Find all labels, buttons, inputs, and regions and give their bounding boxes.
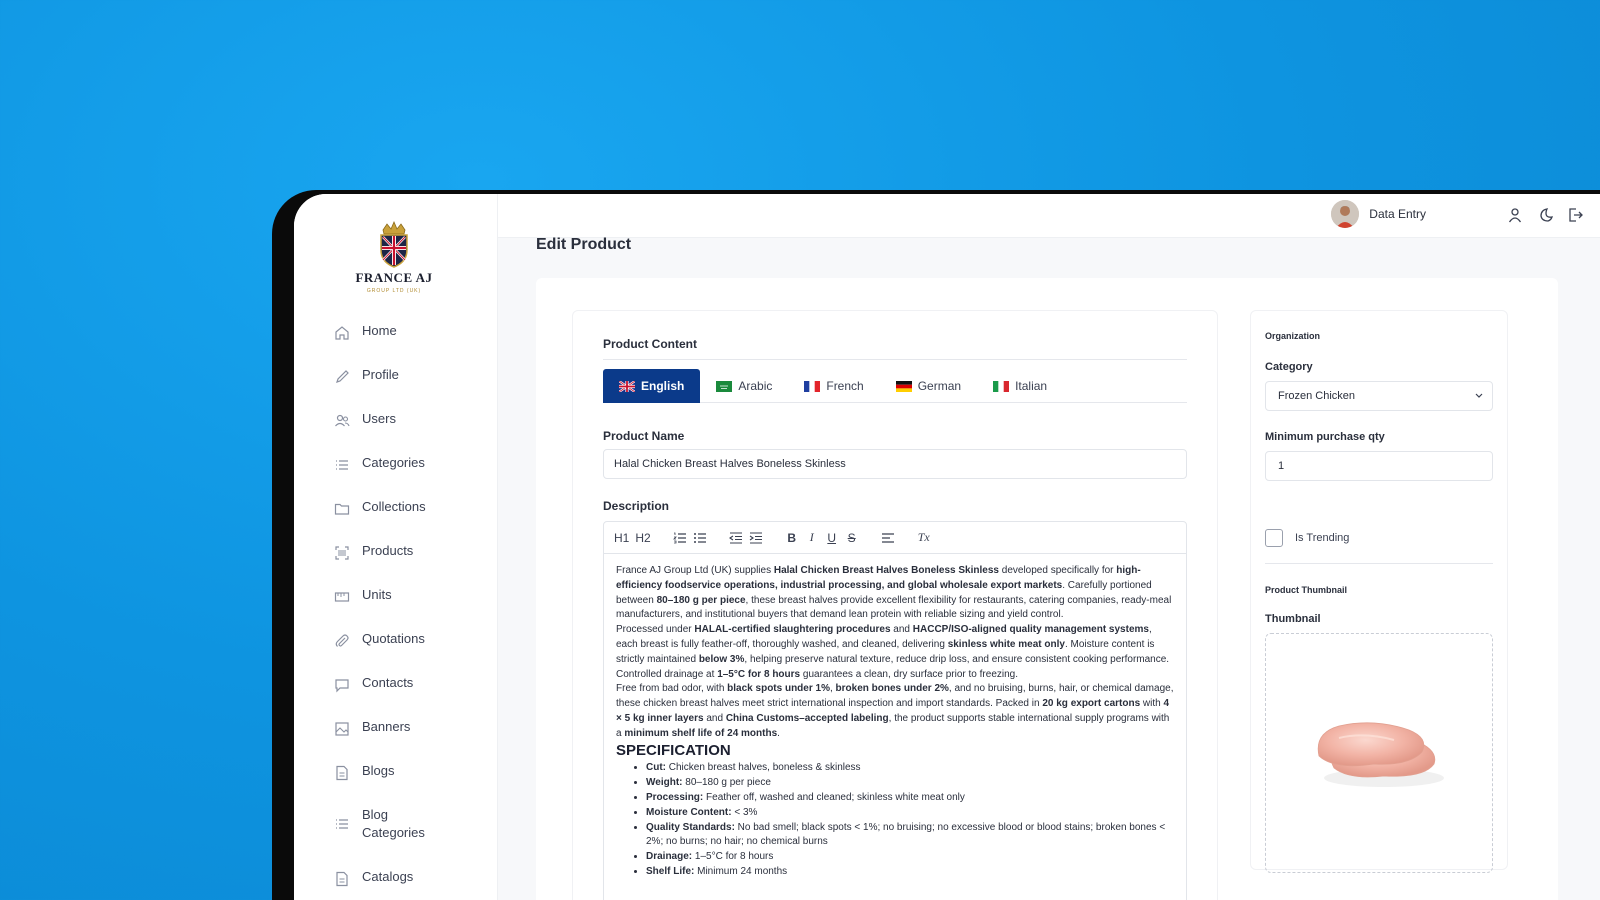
sidebar-item-contacts[interactable] xyxy=(332,674,452,718)
folder-icon xyxy=(332,499,352,519)
thumbnail-label: Thumbnail xyxy=(1265,613,1321,625)
brand-logo[interactable] xyxy=(344,220,444,294)
category-select[interactable] xyxy=(1265,381,1493,411)
france-flag-icon xyxy=(804,381,820,392)
thumbnail-dropzone[interactable] xyxy=(1265,633,1493,873)
tab-label: English xyxy=(641,379,685,393)
clear-format-button[interactable]: Tx xyxy=(917,530,930,544)
product-name-label: Product Name xyxy=(603,429,685,443)
saudi-flag-icon xyxy=(716,381,732,392)
editor-toolbar xyxy=(604,522,1186,554)
chat-icon xyxy=(332,675,352,695)
description-paragraph: France AJ Group Ltd (UK) supplies Halal Chicken Breast Halves Boneless Skinless developed specifically for high-efficiency foodservice operations, industrial processing, and global wholesale export markets. Carefully portioned between 80–180 g per piece, these breast halves provide excellent flexibility for restaurants, catering companies, ready-meal manufacturers, and institutional buyers that demand lean protein with reliable sizing and yield control. xyxy=(616,565,1172,621)
sidebar-item-label: Categories xyxy=(362,455,425,470)
tab-label: German xyxy=(917,379,962,393)
tab-arabic[interactable] xyxy=(700,369,788,403)
sidebar-item-label: Collections xyxy=(362,499,426,514)
description-paragraph: Free from bad odor, with black spots under 1%, broken bones under 2%, and no bruising, burns, hair, or chemical damage, these chicken breast halves meet strict international inspection and import standards. Packed in 20 kg export cartons with 4 × 5 kg inner layers and China Customs–accepted labeling, the product supports stable international supply programs with a minimum shelf life of 24 months. xyxy=(616,683,1174,739)
topbar-actions xyxy=(1506,206,1584,224)
tab-french[interactable] xyxy=(788,369,879,403)
category-value: Frozen Chicken xyxy=(1278,390,1356,402)
sidebar-item-label: Banners xyxy=(362,719,411,734)
list-item: • Cut: Chicken breast halves, boneless & skinless xyxy=(646,761,1174,776)
paperclip-icon xyxy=(332,631,352,651)
sidebar-item-products[interactable] xyxy=(332,542,452,586)
organization-card xyxy=(1250,310,1508,870)
outdent-icon[interactable] xyxy=(729,528,743,548)
products-icon xyxy=(332,543,352,563)
sidebar-item-profile[interactable] xyxy=(332,366,452,410)
sidebar-item-label: Users xyxy=(362,411,396,426)
sidebar-nav xyxy=(332,322,452,900)
heading2-button[interactable]: H2 xyxy=(635,530,651,545)
sidebar-item-blogs[interactable] xyxy=(332,762,452,806)
app-screen xyxy=(294,194,1600,900)
indent-icon[interactable] xyxy=(749,528,763,548)
sidebar-item-label: Products xyxy=(362,543,414,558)
sidebar-item-blog-categories[interactable] xyxy=(332,806,452,868)
sidebar-item-users[interactable] xyxy=(332,410,452,454)
min-qty-label: Minimum purchase qty xyxy=(1265,431,1385,443)
sidebar-item-categories[interactable] xyxy=(332,454,452,498)
product-content-card xyxy=(572,310,1218,900)
specification-heading: SPECIFICATION xyxy=(616,741,731,759)
logout-icon[interactable] xyxy=(1566,206,1584,224)
list-item: • Weight: 80–180 g per piece xyxy=(646,776,1174,791)
image-icon xyxy=(332,719,352,739)
sidebar-item-collections[interactable] xyxy=(332,498,452,542)
germany-flag-icon xyxy=(896,381,912,392)
sidebar-item-label: Blog Categories xyxy=(362,807,425,840)
list-item: • Shelf Life: Minimum 24 months xyxy=(646,865,1174,880)
sidebar-item-home[interactable] xyxy=(332,322,452,366)
tab-label: French xyxy=(826,379,864,393)
avatar xyxy=(1331,200,1359,228)
user-menu[interactable] xyxy=(1331,200,1426,228)
description-label: Description xyxy=(603,499,670,513)
tab-italian[interactable] xyxy=(977,369,1063,403)
specification-list xyxy=(646,761,1174,879)
pen-icon xyxy=(332,367,352,387)
uk-flag-icon xyxy=(619,381,635,392)
underline-button[interactable]: U xyxy=(827,530,837,545)
product-name-input[interactable]: Halal Chicken Breast Halves Boneless Skinless xyxy=(603,449,1187,479)
brand-name: FRANCE AJ xyxy=(355,270,433,285)
topbar xyxy=(498,194,1600,238)
brand-subtitle: GROUP LTD (UK) xyxy=(366,288,422,294)
divider xyxy=(1265,563,1493,564)
list-item: • Processing: Feather off, washed and cleaned; skinless white meat only xyxy=(646,791,1174,806)
sidebar-item-label: Profile xyxy=(362,367,399,382)
description-paragraph: Processed under HALAL-certified slaughtering procedures and HACCP/ISO-aligned quality management systems, each breast is fully feather-off, thoroughly washed, and cleaned, delivering skinless white meat only. Moisture content is strictly maintained below 3%, helping preserve natural texture, reduce drip loss, and ensure consistent cooking performance. Controlled drainage at 1–5°C for 8 hours guarantees a clean, dry surface prior to freezing. xyxy=(616,624,1170,680)
list-item: • Moisture Content: < 3% xyxy=(646,806,1174,821)
edit-product-card xyxy=(536,278,1558,900)
document-icon xyxy=(332,763,352,783)
tab-german[interactable] xyxy=(880,369,977,403)
list-icon xyxy=(332,455,352,475)
home-icon xyxy=(332,323,352,343)
align-icon[interactable] xyxy=(881,528,895,548)
list-item: • Quality Standards: No bad smell; black spots < 1%; no bruising; no excessive blood or blood stains; broken bones < 2%; no burns; no hair; no chemical burns xyxy=(646,821,1174,851)
user-name: Data Entry xyxy=(1369,207,1426,221)
product-content-title: Product Content xyxy=(603,337,697,351)
trending-label: Is Trending xyxy=(1295,532,1350,544)
sidebar-item-label: Units xyxy=(362,587,392,602)
sidebar-item-label: Blogs xyxy=(362,763,395,778)
sidebar-item-catalogs[interactable] xyxy=(332,868,452,900)
sidebar-item-label: Home xyxy=(362,323,397,338)
document-icon xyxy=(332,869,352,889)
description-editor[interactable] xyxy=(603,521,1187,900)
tab-label: Arabic xyxy=(738,379,773,393)
sidebar xyxy=(294,194,498,900)
page-title: Edit Product xyxy=(536,236,632,253)
sidebar-item-label: Catalogs xyxy=(362,869,414,884)
ruler-icon xyxy=(332,587,352,607)
organization-title: Organization xyxy=(1265,331,1321,341)
users-icon xyxy=(332,411,352,431)
bullet-list-icon[interactable] xyxy=(693,528,707,548)
editor-content[interactable] xyxy=(604,554,1186,890)
trending-checkbox[interactable] xyxy=(1265,529,1283,547)
min-qty-input[interactable]: 1 xyxy=(1265,451,1493,481)
ordered-list-icon[interactable] xyxy=(673,528,687,548)
language-tabs xyxy=(603,369,1187,403)
bold-button[interactable]: B xyxy=(787,530,797,545)
crest-icon xyxy=(377,220,411,268)
sidebar-item-banners[interactable] xyxy=(332,718,452,762)
sidebar-item-units[interactable] xyxy=(332,586,452,630)
chicken-breast-image xyxy=(1304,708,1454,798)
chevron-down-icon xyxy=(1474,382,1484,422)
divider xyxy=(603,359,1187,360)
list-icon xyxy=(332,814,352,834)
sidebar-item-quotations[interactable] xyxy=(332,630,452,674)
user-icon[interactable] xyxy=(1506,206,1524,224)
italy-flag-icon xyxy=(993,381,1009,392)
moon-icon[interactable] xyxy=(1536,206,1554,224)
tab-english[interactable] xyxy=(603,369,700,403)
sidebar-item-label: Contacts xyxy=(362,675,414,690)
thumbnail-section-title: Product Thumbnail xyxy=(1265,585,1347,595)
strikethrough-button[interactable]: S xyxy=(847,530,856,545)
tab-label: Italian xyxy=(1015,379,1048,393)
list-item: • Drainage: 1–5°C for 8 hours xyxy=(646,850,1174,865)
sidebar-item-label: Quotations xyxy=(362,631,425,646)
category-label: Category xyxy=(1265,361,1313,373)
trending-row[interactable] xyxy=(1265,529,1349,547)
italic-button[interactable]: I xyxy=(809,530,814,544)
heading1-button[interactable]: H1 xyxy=(614,530,630,545)
